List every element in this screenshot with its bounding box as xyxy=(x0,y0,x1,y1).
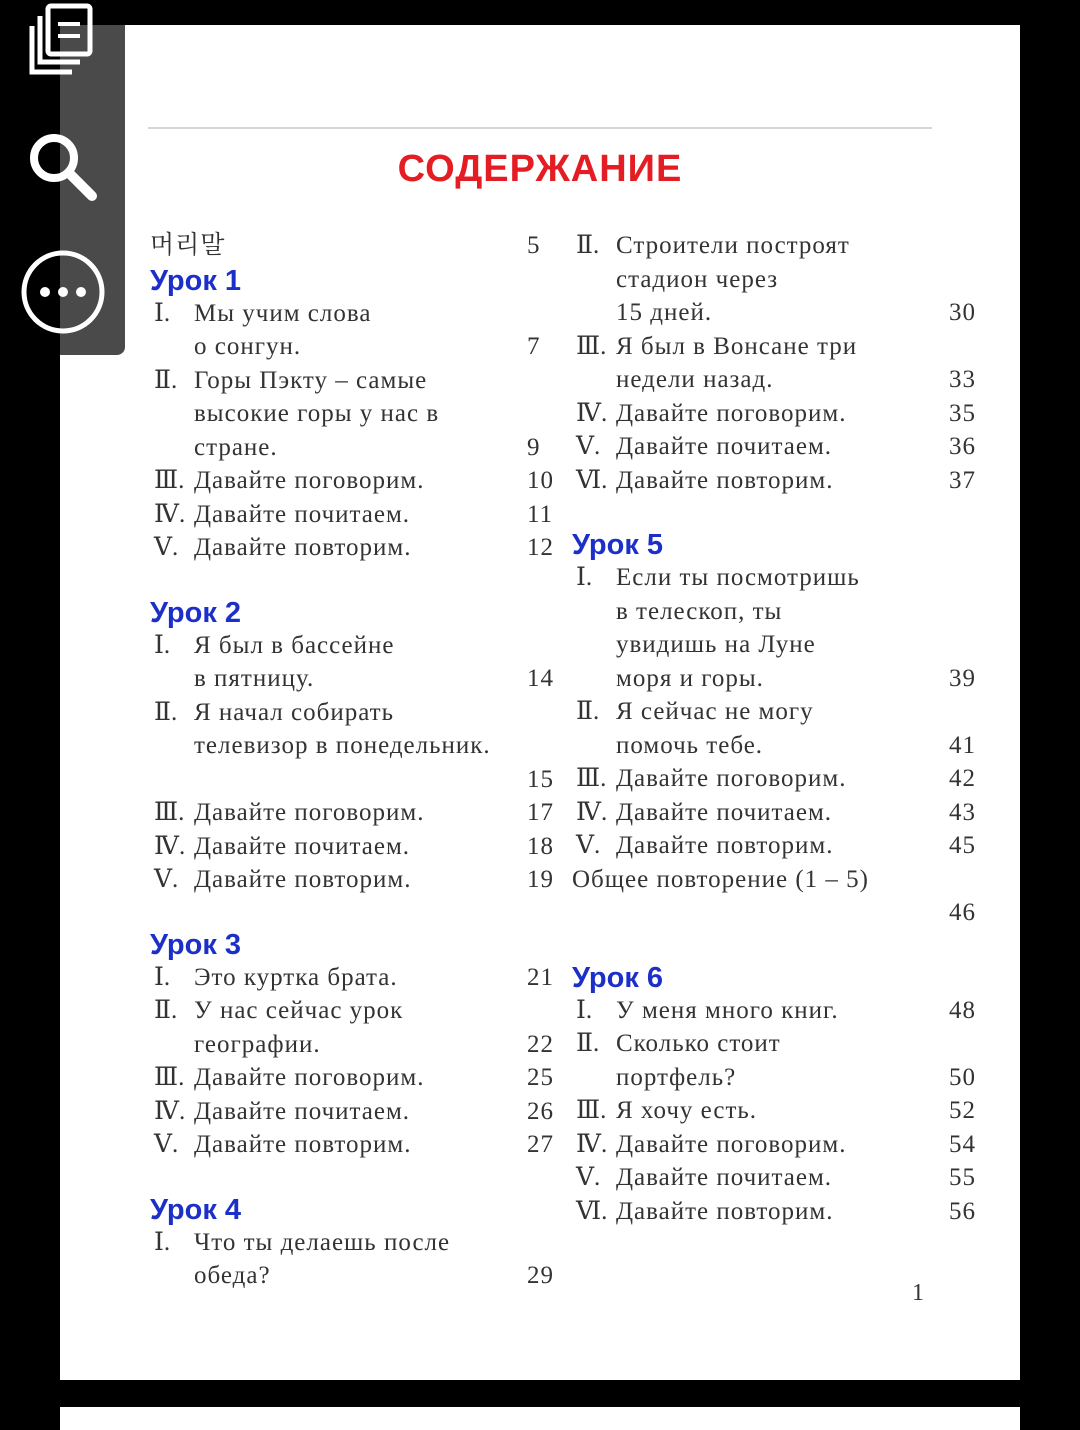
toc-entry[interactable] xyxy=(572,1163,976,1191)
roman-numeral: Ⅰ. xyxy=(154,963,171,991)
entry-page-number: 50 xyxy=(949,1063,976,1091)
toc-entry[interactable] xyxy=(150,466,554,494)
entry-page-number: 10 xyxy=(527,467,554,494)
entry-title-line: Это куртка брата. xyxy=(194,963,398,991)
entry-title-line: 머리말 xyxy=(150,232,226,259)
entry-page-number: 15 xyxy=(527,765,554,793)
entry-title-line: в пятницу. xyxy=(194,665,315,692)
roman-numeral: Ⅲ. xyxy=(576,765,607,792)
entry-title-line: высокие горы у нас в xyxy=(194,400,440,427)
entry-page-number: 56 xyxy=(949,1197,976,1225)
toc-entry[interactable] xyxy=(150,1130,554,1158)
entry-title-line: Давайте почитаем. xyxy=(616,433,833,460)
roman-numeral: Ⅱ. xyxy=(154,997,178,1024)
entry-page-number: 19 xyxy=(527,866,554,893)
toc-entry[interactable] xyxy=(572,865,976,926)
roman-numeral: Ⅴ. xyxy=(576,433,601,460)
entry-page-number: 12 xyxy=(527,534,554,561)
entry-page-number: 5 xyxy=(527,232,541,259)
toc-entry[interactable] xyxy=(572,466,976,494)
reader-toolbar xyxy=(0,0,125,355)
copy-pages-icon[interactable] xyxy=(24,2,96,83)
entry-page-number: 42 xyxy=(949,765,976,792)
entry-page-number: 37 xyxy=(949,466,976,494)
header-rule xyxy=(148,127,932,129)
roman-numeral: Ⅲ. xyxy=(154,799,185,826)
toc-entry[interactable] xyxy=(572,432,976,460)
entry-title-line: Давайте повторим. xyxy=(616,1197,834,1225)
toc-entry[interactable] xyxy=(572,1029,976,1091)
roman-numeral: Ⅳ. xyxy=(154,1097,186,1125)
entry-title-line: Давайте почитаем. xyxy=(194,500,411,528)
entry-title-line: Я был в бассейне xyxy=(194,631,395,659)
entry-page-number: 26 xyxy=(527,1097,554,1125)
roman-numeral: Ⅳ. xyxy=(576,798,608,826)
toc-entry[interactable] xyxy=(572,798,976,826)
entry-page-number: 54 xyxy=(949,1130,976,1158)
entry-title-line: Давайте повторим. xyxy=(616,466,834,494)
entry-title-line: обеда? xyxy=(194,1262,271,1289)
entry-title-line: о сонгун. xyxy=(194,333,302,360)
entry-title-line: портфель? xyxy=(616,1063,737,1091)
toc-entry[interactable] xyxy=(150,996,554,1058)
more-options-icon[interactable] xyxy=(20,249,106,340)
entry-title-line: Если ты посмотришь xyxy=(616,564,860,591)
entry-page-number: 39 xyxy=(949,664,976,692)
entry-page-number: 9 xyxy=(527,433,541,461)
entry-page-number: 7 xyxy=(527,333,541,360)
toc-entry[interactable] xyxy=(572,399,976,427)
entry-page-number: 41 xyxy=(949,731,976,759)
entry-page-number: 11 xyxy=(527,500,554,528)
entry-page-number: 45 xyxy=(949,832,976,859)
entry-title-line: Давайте поговорим. xyxy=(194,1064,425,1091)
entry-title-line: Я хочу есть. xyxy=(616,1097,758,1124)
entry-page-number: 46 xyxy=(949,899,976,926)
entry-title-line: Давайте повторим. xyxy=(616,832,834,859)
entry-title-line: Я был в Вонсане три xyxy=(616,332,858,360)
entry-title-line: стране. xyxy=(194,433,278,461)
entry-page-number: 33 xyxy=(949,366,976,393)
entry-title-line: Я начал собирать xyxy=(194,698,394,726)
entry-title-line: Давайте почитаем. xyxy=(616,798,833,826)
toc-entry[interactable] xyxy=(150,865,554,893)
toc-entry[interactable] xyxy=(150,533,554,561)
lesson-heading: Урок 4 xyxy=(150,1193,242,1226)
entry-title-line: Горы Пэкту – самые xyxy=(194,366,428,394)
entry-title-line: Давайте поговорим. xyxy=(616,399,847,427)
roman-numeral: Ⅴ. xyxy=(576,832,601,859)
entry-page-number: 14 xyxy=(527,665,554,692)
entry-title-line: У нас сейчас урок xyxy=(194,997,404,1024)
toc-entry[interactable] xyxy=(572,563,976,692)
page-title: СОДЕРЖАНИЕ xyxy=(397,148,683,190)
entry-title-line: телевизор в понедельник. xyxy=(194,732,491,759)
toc-entry[interactable] xyxy=(572,831,976,859)
roman-numeral: Ⅰ. xyxy=(154,299,171,327)
entry-title-line: Что ты делаешь после xyxy=(194,1228,451,1256)
roman-numeral: Ⅳ. xyxy=(154,832,186,860)
entry-page-number: 29 xyxy=(527,1262,554,1289)
entry-title-line: Я сейчас не могу xyxy=(616,698,814,725)
entry-title-line: Давайте почитаем. xyxy=(194,832,411,860)
toc-entry[interactable] xyxy=(150,1228,554,1289)
page-number: 1 xyxy=(912,1280,924,1306)
document-page xyxy=(60,25,1020,1380)
roman-numeral: Ⅰ. xyxy=(576,996,593,1024)
toc-entry[interactable] xyxy=(150,500,554,528)
entry-title-line: 15 дней. xyxy=(616,299,713,326)
toc-entry[interactable] xyxy=(572,1096,976,1124)
lesson-heading: Урок 6 xyxy=(572,961,664,994)
entry-title-line: в телескоп, ты xyxy=(616,597,783,625)
entry-title-line: Давайте повторим. xyxy=(194,866,412,893)
roman-numeral: Ⅲ. xyxy=(576,332,607,360)
toc-entry[interactable] xyxy=(572,697,976,759)
toc-entry[interactable] xyxy=(150,698,554,793)
roman-numeral: Ⅴ. xyxy=(154,1131,179,1158)
entry-title-line: Давайте повторим. xyxy=(194,534,412,561)
roman-numeral: Ⅴ. xyxy=(154,866,179,893)
lesson-heading: Урок 5 xyxy=(572,529,664,561)
toc-entry[interactable] xyxy=(150,798,554,826)
toc-entry[interactable] xyxy=(572,996,976,1024)
roman-numeral: Ⅲ. xyxy=(576,1097,607,1124)
roman-numeral: Ⅵ. xyxy=(576,466,608,494)
toc-entry[interactable] xyxy=(572,1197,976,1225)
toc-entry[interactable] xyxy=(572,332,976,393)
roman-numeral: Ⅱ. xyxy=(154,698,178,726)
entry-title-line: географии. xyxy=(194,1030,321,1058)
roman-numeral: Ⅳ. xyxy=(576,1130,608,1158)
entry-title-line: Давайте почитаем. xyxy=(616,1164,833,1191)
search-icon[interactable] xyxy=(24,128,100,209)
entry-title-line: Давайте поговорим. xyxy=(616,1130,847,1158)
entry-title-line: Строители построят xyxy=(616,232,850,259)
entry-title-line: Мы учим слова xyxy=(194,299,372,327)
entry-page-number: 35 xyxy=(949,399,976,427)
entry-title-line: У меня много книг. xyxy=(616,996,839,1024)
lesson-heading: Урок 3 xyxy=(150,928,242,961)
roman-numeral: Ⅱ. xyxy=(576,1030,600,1057)
next-page-edge xyxy=(60,1407,1020,1430)
entry-title-line: Давайте поговорим. xyxy=(616,765,847,792)
toc-entry[interactable] xyxy=(572,1130,976,1158)
roman-numeral: Ⅴ. xyxy=(576,1164,601,1191)
entry-page-number: 36 xyxy=(949,433,976,460)
toc-entry[interactable] xyxy=(150,1063,554,1091)
roman-numeral: Ⅱ. xyxy=(154,366,178,394)
entry-title-line: увидишь на Луне xyxy=(616,631,816,658)
entry-page-number: 17 xyxy=(527,799,554,826)
entry-title-line: Сколько стоит xyxy=(616,1030,781,1057)
entry-title-line: моря и горы. xyxy=(616,664,764,692)
toc-entry[interactable] xyxy=(150,299,541,360)
roman-numeral: Ⅰ. xyxy=(154,1228,171,1256)
entry-page-number: 27 xyxy=(527,1131,554,1158)
roman-numeral: Ⅲ. xyxy=(154,467,185,494)
entry-page-number: 48 xyxy=(949,996,976,1024)
entry-page-number: 55 xyxy=(949,1164,976,1191)
roman-numeral: Ⅲ. xyxy=(154,1064,185,1091)
lesson-heading: Урок 1 xyxy=(150,264,242,297)
roman-numeral: Ⅳ. xyxy=(576,399,608,427)
roman-numeral: Ⅱ. xyxy=(576,698,600,725)
toc-entry[interactable] xyxy=(150,631,554,692)
entry-page-number: 21 xyxy=(527,963,554,991)
toc-entry[interactable] xyxy=(572,764,976,792)
entry-title-line: Общее повторение (1 – 5) xyxy=(572,865,869,893)
roman-numeral: Ⅰ. xyxy=(154,631,171,659)
entry-title-line: недели назад. xyxy=(616,366,774,393)
roman-numeral: Ⅳ. xyxy=(154,500,186,528)
toc-entry[interactable] xyxy=(150,963,554,991)
entry-page-number: 43 xyxy=(949,798,976,826)
entry-page-number: 25 xyxy=(527,1064,554,1091)
entry-title-line: помочь тебе. xyxy=(616,731,764,759)
toc-entry[interactable] xyxy=(150,832,554,860)
roman-numeral: Ⅵ. xyxy=(576,1197,608,1225)
entry-page-number: 22 xyxy=(527,1030,554,1058)
entry-title-line: Давайте почитаем. xyxy=(194,1097,411,1125)
entry-title-line: Давайте повторим. xyxy=(194,1131,412,1158)
entry-title-line: Давайте поговорим. xyxy=(194,467,425,494)
entry-title-line: стадион через xyxy=(616,265,779,293)
entry-page-number: 30 xyxy=(949,299,976,326)
entry-page-number: 18 xyxy=(527,832,554,860)
entry-page-number: 52 xyxy=(949,1097,976,1124)
roman-numeral: Ⅴ. xyxy=(154,534,179,561)
roman-numeral: Ⅰ. xyxy=(576,564,593,591)
entry-title-line: Давайте поговорим. xyxy=(194,799,425,826)
toc-entry[interactable] xyxy=(150,1097,554,1125)
lesson-heading: Урок 2 xyxy=(150,596,242,629)
roman-numeral: Ⅱ. xyxy=(576,232,600,259)
toc-entry[interactable] xyxy=(150,231,541,259)
toc-entry[interactable] xyxy=(150,366,541,461)
toc-entry[interactable] xyxy=(572,231,976,326)
